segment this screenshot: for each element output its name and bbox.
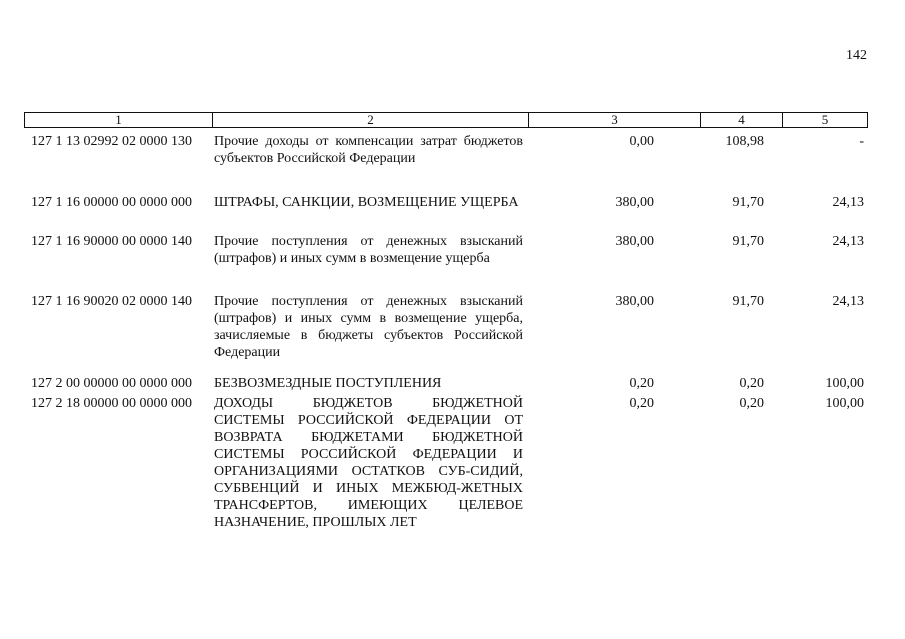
row-value-3: 0,20 bbox=[629, 376, 654, 391]
row-name: ДОХОДЫ БЮДЖЕТОВ БЮДЖЕТНОЙ СИСТЕМЫ РОССИЙСКОЙ ФЕДЕРАЦИИ ОТ ВОЗВРАТА БЮДЖЕТАМИ БЮДЖЕТНОЙ СИСТЕМЫ РОССИЙСКОЙ ФЕДЕРАЦИИ И ОРГАНИЗАЦИЯМИ ОСТАТКОВ СУБ-СИДИЙ, СУБВЕНЦИЙ И ИНЫХ МЕЖБЮД-ЖЕТНЫХ ТРАНСФЕРТОВ, ИМЕЮЩИХ ЦЕЛЕВОЕ НАЗНАЧЕНИЕ, ПРОШЛЫХ ЛЕТ bbox=[214, 396, 523, 530]
row-value-4: 108,98 bbox=[725, 134, 764, 149]
row-code: 127 2 00 00000 00 0000 000 bbox=[31, 376, 192, 391]
row-code: 127 1 16 90020 02 0000 140 bbox=[31, 294, 192, 309]
row-value-4: 91,70 bbox=[732, 195, 764, 210]
row-value-5: 100,00 bbox=[825, 396, 864, 411]
table-header bbox=[24, 112, 868, 128]
row-value-4: 91,70 bbox=[732, 294, 764, 309]
row-name: БЕЗВОЗМЕЗДНЫЕ ПОСТУПЛЕНИЯ bbox=[214, 376, 442, 391]
column-header-2: 2 bbox=[213, 113, 529, 127]
row-code: 127 1 16 00000 00 0000 000 bbox=[31, 195, 192, 210]
row-value-3: 380,00 bbox=[615, 294, 654, 309]
row-value-4: 0,20 bbox=[739, 376, 764, 391]
row-value-3: 0,20 bbox=[629, 396, 654, 411]
row-name: Прочие поступления от денежных взысканий (штрафов) и иных сумм в возмещение ущерба, зачисляемые в бюджеты субъектов Российской Федерации bbox=[214, 294, 523, 360]
row-value-5: - bbox=[859, 134, 864, 149]
row-code: 127 1 13 02992 02 0000 130 bbox=[31, 134, 192, 149]
row-name: ШТРАФЫ, САНКЦИИ, ВОЗМЕЩЕНИЕ УЩЕРБА bbox=[214, 195, 519, 210]
row-name: Прочие доходы от компенсации затрат бюджетов субъектов Российской Федерации bbox=[214, 134, 523, 166]
row-value-4: 91,70 bbox=[732, 234, 764, 249]
row-value-3: 0,00 bbox=[629, 134, 654, 149]
row-code: 127 2 18 00000 00 0000 000 bbox=[31, 396, 192, 411]
row-value-5: 24,13 bbox=[832, 294, 864, 309]
row-name: Прочие поступления от денежных взысканий (штрафов) и иных сумм в возмещение ущерба bbox=[214, 234, 523, 266]
column-header-3: 3 bbox=[529, 113, 701, 127]
row-value-5: 24,13 bbox=[832, 195, 864, 210]
row-value-3: 380,00 bbox=[615, 195, 654, 210]
row-value-4: 0,20 bbox=[739, 396, 764, 411]
column-header-4: 4 bbox=[701, 113, 783, 127]
column-header-1: 1 bbox=[25, 113, 213, 127]
column-header-5: 5 bbox=[821, 112, 829, 127]
row-code: 127 1 16 90000 00 0000 140 bbox=[31, 234, 192, 249]
row-value-5: 24,13 bbox=[832, 234, 864, 249]
row-value-5: 100,00 bbox=[825, 376, 864, 391]
page-number: 142 bbox=[846, 48, 867, 63]
row-value-3: 380,00 bbox=[615, 234, 654, 249]
